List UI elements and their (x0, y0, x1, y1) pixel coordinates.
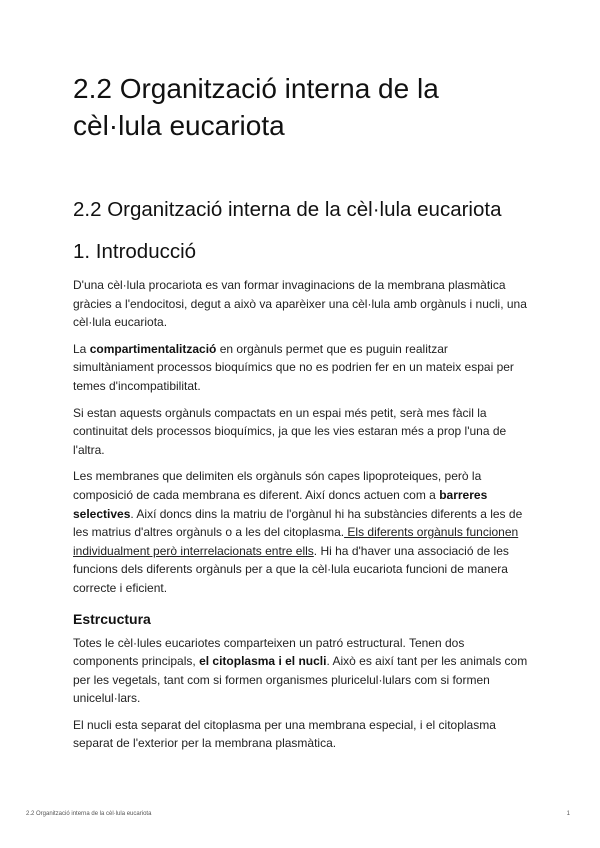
paragraph-2 (73, 340, 528, 396)
paragraph-1: D'una cèl·lula procariota es van formar invaginacions de la membrana plasmàtica gràcies a l'endocitosi, degut a això va aparèixer una cèl·lula amb orgànuls i nucli, una cèl·lula eucariota. (73, 278, 527, 330)
document-body (73, 70, 528, 761)
bold-term: el citoplasma i el nucli (199, 654, 327, 669)
bold-term: compartimentalització (89, 341, 217, 356)
bold-term: barreres selectives (73, 487, 488, 521)
footer-title: 2.2 Organització interna de la cèl·lula eucariota (26, 811, 152, 817)
page-number: 1 (566, 811, 570, 817)
text-run: Les membranes que delimiten els orgànuls són capes lipoproteiques, però la composició de cada membrana es diferent. Així doncs actuen com a (73, 469, 482, 502)
paragraph-6: El nucli esta separat del citoplasma per una membrana especial, i el citoplasma separat de l'exterior per la membrana plasmàtica. (73, 717, 496, 751)
text-run: . Hi ha d'haver una associació de les funcions dels diferents orgànuls per a que la cèl·lula eucariota funcioni de manera correcte i eficient. (73, 543, 509, 595)
text-run: Totes le cèl·lules eucariotes comparteixen un patró estructural. Tenen dos components principals, (73, 635, 465, 669)
paragraph-5 (73, 634, 528, 708)
paragraph-3: Si estan aquests orgànuls compactats en un espai més petit, serà mes fàcil la continuitat dels processos bioquímics, ja que les vies estaran més a prop l'una de l'altra. (73, 405, 507, 457)
document-subtitle: 2.2 Organització interna de la cèl·lula eucariota (73, 198, 502, 221)
section-heading-introduction: 1. Introducció (73, 240, 197, 263)
text-run: . Així doncs dins la matriu de l'orgànul hi ha substàncies diferents a les de les matrius d'altres orgànuls o a les del citoplasma. (73, 506, 523, 540)
text-run: . Això es així tant per les animals com per les vegetals, tant com si formen organismes pluricelul·lulars com si formen unicelul·lars. (73, 654, 528, 706)
paragraph-4 (73, 467, 528, 597)
text-run: en orgànuls permet que es puguin realitzar simultàniament processos bioquímics que no es podrien fer en un mateix espai per temes d'incompatibilitat. (73, 341, 514, 393)
document-title: 2.2 Organització interna de la cèl·lula eucariota (73, 73, 439, 141)
text-run: La (73, 341, 90, 356)
subheading-structure: Estrcuctura (73, 610, 151, 627)
underlined-text: Els diferents orgànuls funcionen individualment però interrelacionats entre ells (73, 525, 519, 558)
